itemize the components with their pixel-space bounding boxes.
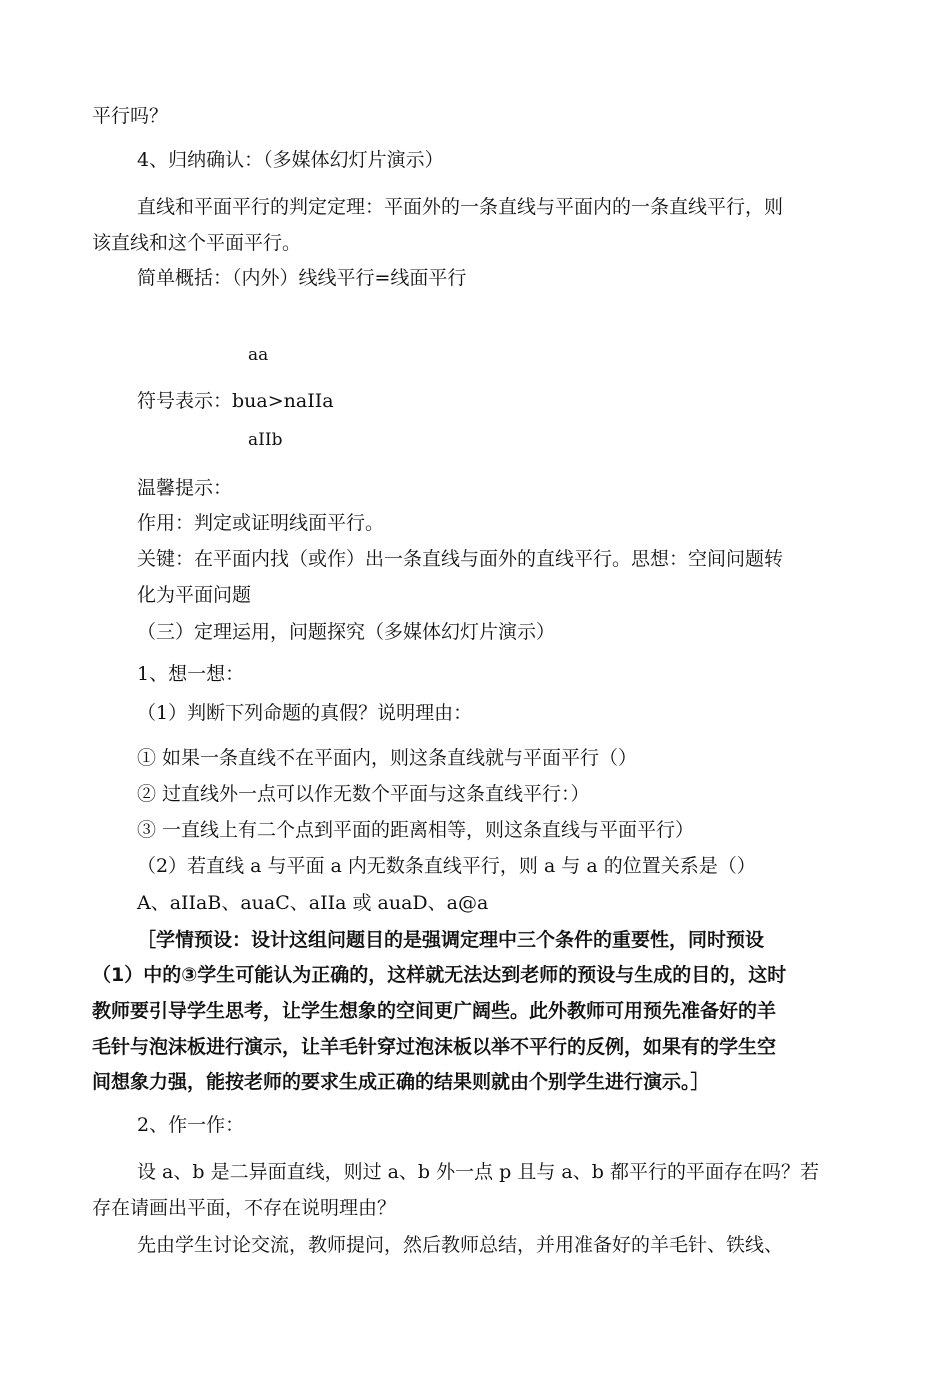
- text-line: 先由学生讨论交流，教师提问，然后教师总结，并用准备好的羊毛针、铁线、: [137, 1234, 784, 1256]
- text-line: 存在请画出平面，不存在说明理由？: [92, 1197, 397, 1219]
- bold-note-line: 教师要引导学生思考，让学生想象的空间更广阔些。此外教师可用预先准备好的羊: [92, 1000, 777, 1022]
- text-line: 化为平面问题: [137, 584, 252, 606]
- section-heading: （三）定理运用，问题探究（多媒体幻灯片演示）: [137, 621, 556, 643]
- formula-line: aIIb: [248, 430, 283, 450]
- theorem-line: 直线和平面平行的判定定理：平面外的一条直线与平面内的一条直线平行，则: [137, 196, 784, 218]
- bold-note-line: （1）中的③学生可能认为正确的，这样就无法达到老师的预设与生成的目的，这时: [92, 964, 787, 986]
- text-line: 作用：判定或证明线面平行。: [137, 512, 385, 534]
- question-item: ① 如果一条直线不在平面内，则这条直线就与平面平行（）: [137, 747, 638, 769]
- question-item: ③ 一直线上有二个点到平面的距离相等，则这条直线与平面平行）: [137, 819, 695, 841]
- text-line: 设 a、b 是二异面直线，则过 a、b 外一点 p 且与 a、b 都平行的平面存在吗？若: [137, 1161, 819, 1183]
- section-heading: 1、想一想：: [137, 663, 245, 685]
- summary-line: 简单概括：（内外）线线平行=线面平行: [137, 267, 467, 289]
- theorem-line: 该直线和这个平面平行。: [92, 232, 302, 254]
- section-heading: 2、作一作：: [137, 1114, 245, 1136]
- answer-options: A、aIIaB、auaC、aIIa 或 auaD、a@a: [137, 892, 489, 914]
- question-item: ② 过直线外一点可以作无数个平面与这条直线平行：）: [137, 783, 590, 805]
- text-line: 平行吗？: [92, 105, 169, 127]
- formula-line: 符号表示：buа>naIIa: [137, 390, 334, 412]
- question-line: （2）若直线 a 与平面 a 内无数条直线平行，则 a 与 a 的位置关系是（）: [137, 855, 756, 877]
- section-heading: 4、归纳确认：（多媒体幻灯片演示）: [137, 149, 444, 171]
- bold-note-line: 间想象力强，能按老师的要求生成正确的结果则就由个别学生进行演示。］: [92, 1071, 710, 1093]
- bold-note-line: 毛针与泡沫板进行演示，让羊毛针穿过泡沫板以举不平行的反例，如果有的学生空: [92, 1036, 777, 1058]
- tip-heading: 温馨提示：: [137, 477, 233, 499]
- formula-line: aa: [248, 345, 269, 365]
- bold-note-line: ［学情预设：设计这组问题目的是强调定理中三个条件的重要性，同时预设: [137, 929, 765, 951]
- question-line: （1）判断下列命题的真假？说明理由：: [137, 702, 473, 724]
- text-line: 关键：在平面内找（或作）出一条直线与面外的直线平行。思想：空间问题转: [137, 548, 784, 570]
